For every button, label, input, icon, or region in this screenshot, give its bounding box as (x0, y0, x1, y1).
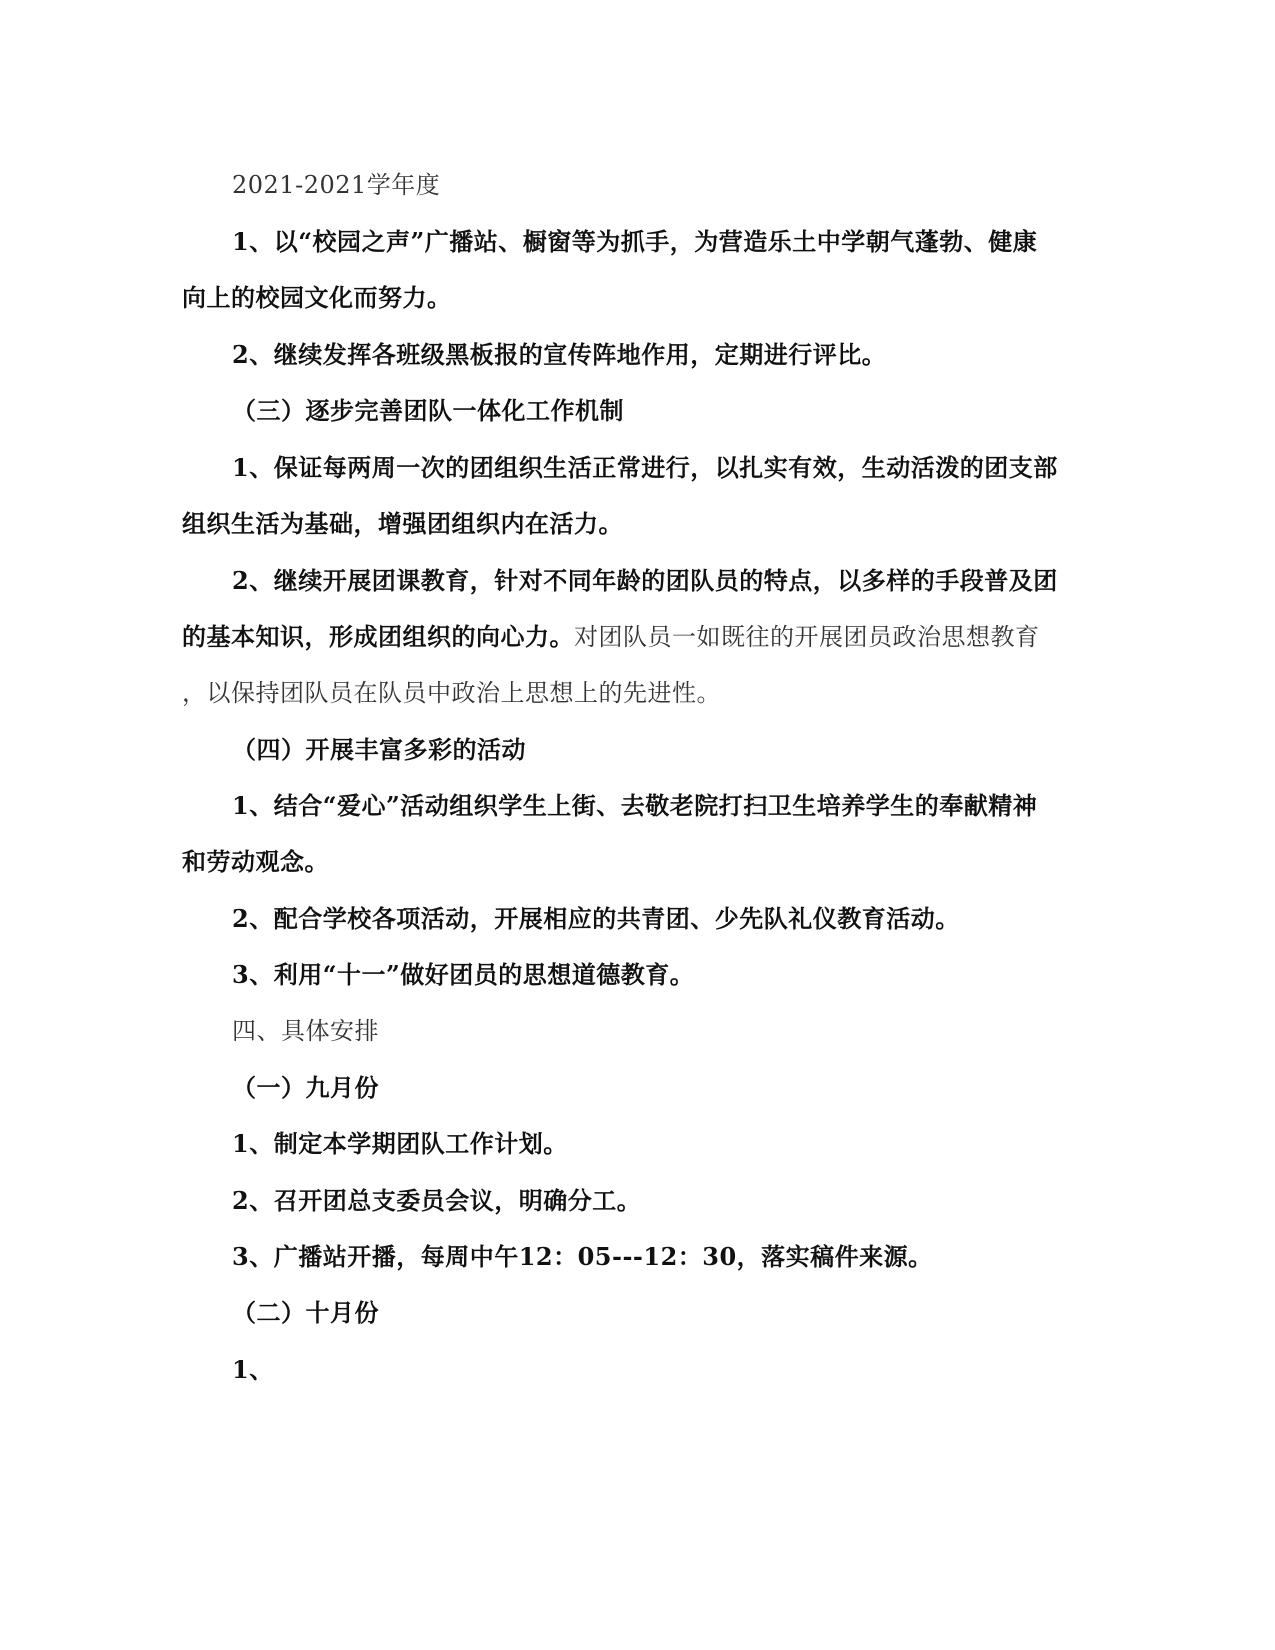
paragraph-line: 组织生活为基础，增强团组织内在活力。 (182, 509, 623, 538)
section-heading: （四）开展丰富多彩的活动 (232, 735, 526, 764)
list-item: 2、召开团总支委员会议，明确分工。 (232, 1186, 642, 1215)
paragraph-line: 2、继续发挥各班级黑板报的宣传阵地作用，定期进行评比。 (232, 340, 887, 369)
paragraph-line: 1、结合“爱心”活动组织学生上街、去敬老院打扫卫生培养学生的奉献精神 (232, 791, 1038, 820)
paragraph-line: 2、配合学校各项活动，开展相应的共青团、少先队礼仪教育活动。 (232, 904, 960, 933)
list-item: 1、 (232, 1355, 274, 1384)
school-year-heading: 2021-2021学年度 (232, 171, 441, 199)
paragraph-line: 和劳动观念。 (182, 847, 329, 876)
paragraph-line: 2、继续开展团课教育，针对不同年龄的团队员的特点，以多样的手段普及团 (232, 566, 1058, 595)
paragraph-line: ，以保持团队员在队员中政治上思想上的先进性。 (182, 679, 721, 707)
section-heading: 四、具体安排 (232, 1017, 379, 1045)
list-item: 1、制定本学期团队工作计划。 (232, 1129, 568, 1158)
section-heading: （三）逐步完善团队一体化工作机制 (232, 396, 624, 425)
paragraph-line: 向上的校园文化而努力。 (182, 283, 452, 312)
paragraph-line: 1、以“校园之声”广播站、橱窗等为抓手，为营造乐土中学朝气蓬勃、健康 (232, 227, 1038, 256)
paragraph-line-mixed (182, 622, 1040, 652)
paragraph-text-light: 对团队员一如既往的开展团员政治思想教育 (574, 623, 1040, 651)
month-heading: （一）九月份 (232, 1073, 379, 1102)
paragraph-line: 3、利用“十一”做好团员的思想道德教育。 (232, 960, 695, 989)
list-item: 3、广播站开播，每周中午12：05---12：30，落实稿件来源。 (232, 1242, 933, 1271)
paragraph-line: 1、保证每两周一次的团组织生活正常进行，以扎实有效，生动活泼的团支部 (232, 453, 1058, 482)
month-heading: （二）十月份 (232, 1298, 379, 1327)
paragraph-text-bold: 的基本知识，形成团组织的向心力。 (182, 622, 574, 651)
